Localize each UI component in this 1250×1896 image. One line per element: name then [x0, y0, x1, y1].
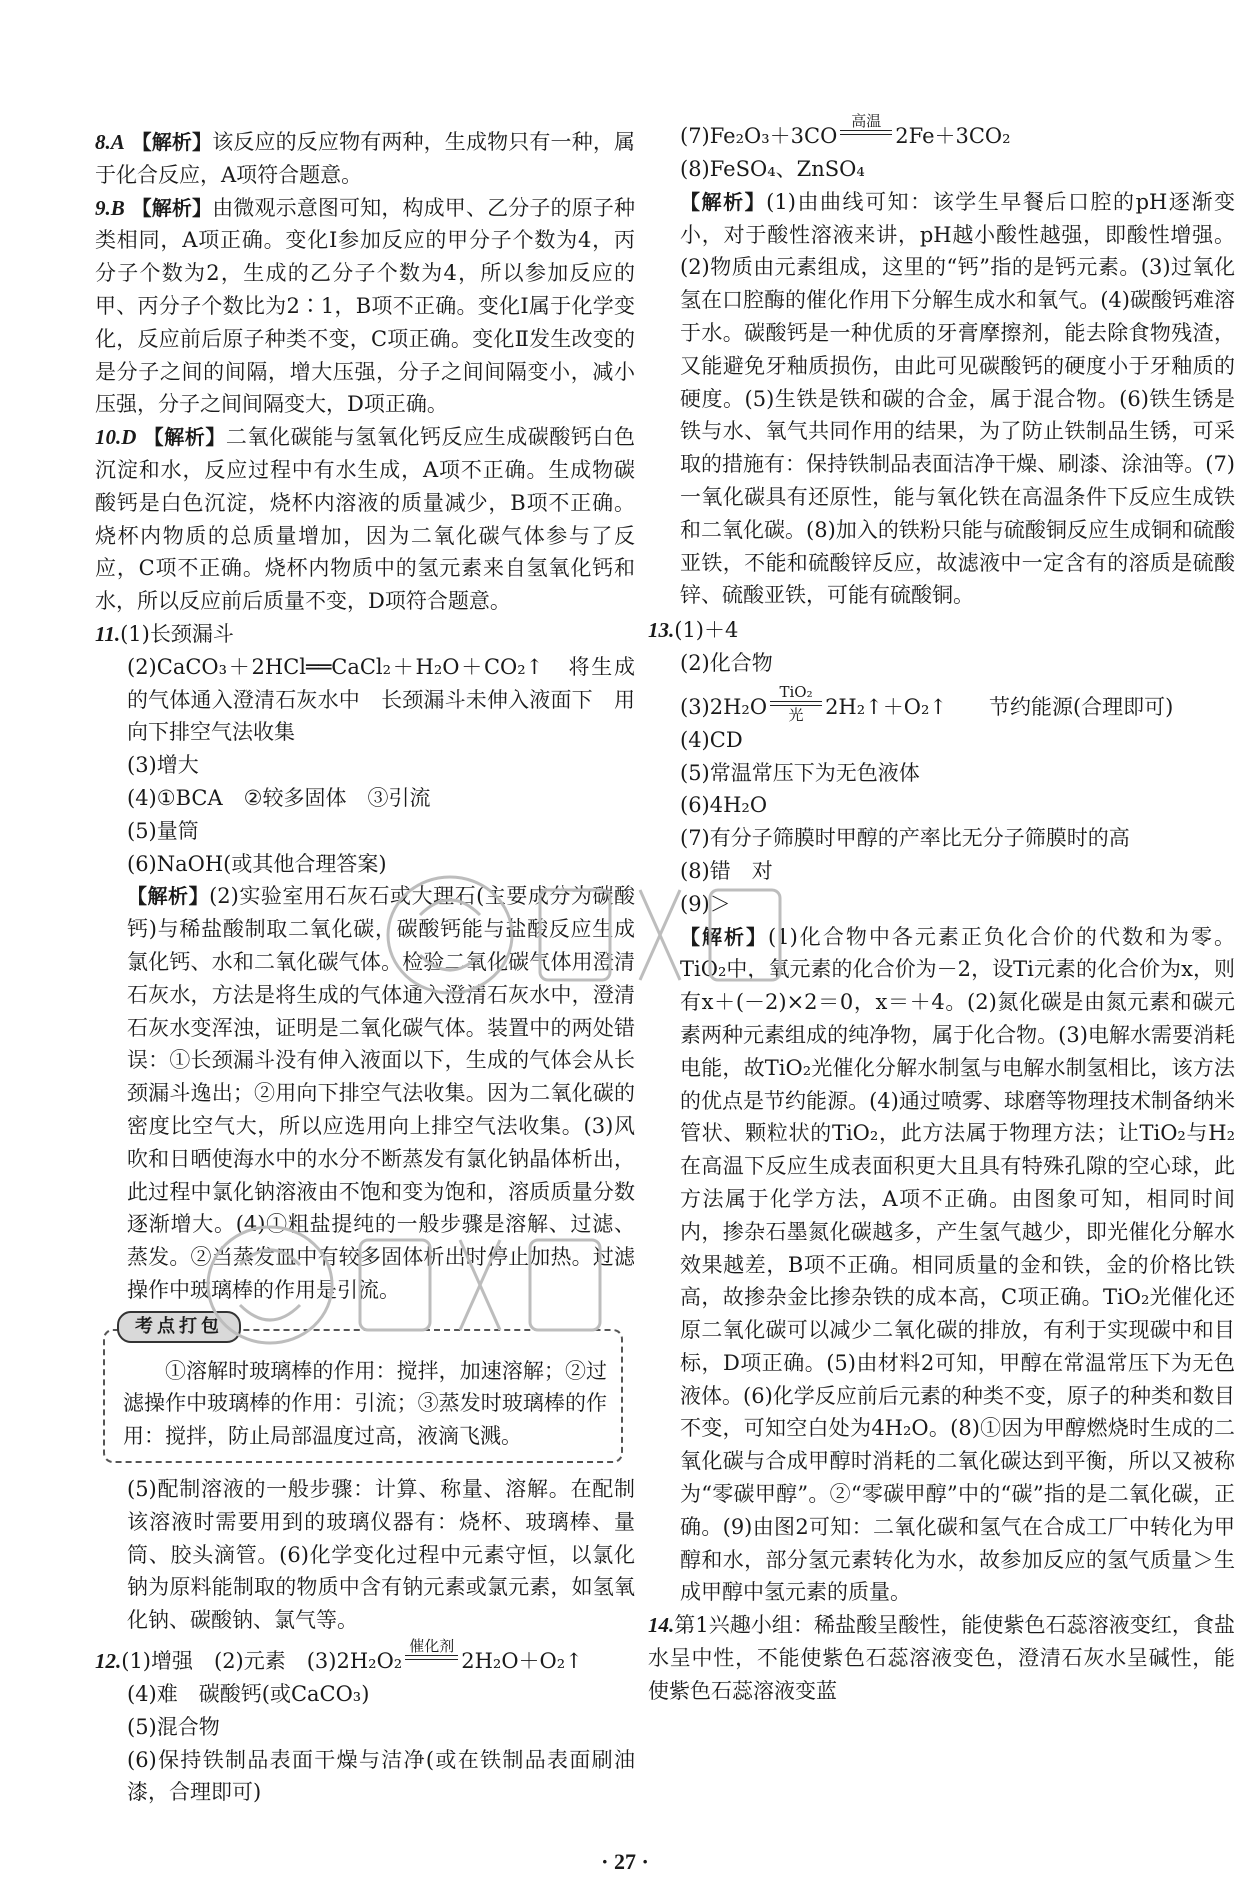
left-column	[95, 126, 635, 1809]
answer-11: 11.(1)长颈漏斗 (2)CaCO₃＋2HCl══CaCl₂＋H₂O＋CO₂↑ 将生成的气体通入澄清石灰水中 长颈漏斗未伸入液面下 用向下排空气法收集 (3)增大 (4)①BCA ②较多固体 ③引流 (5)量筒 (6)NaOH(或其他合理答案) 【解析】(2)实验室用石灰石或大理石(主要成分为碳酸钙)与稀盐酸制取二氧化碳，碳酸钙能与盐酸反应生成氯化钙、水和二氧化碳气体。检验二氧化碳气体用澄清石灰水，方法是将生成的气体通入澄清石灰水中，澄清石灰水变浑浊，证明是二氧化碳气体。装置中的两处错误：①长颈漏斗没有伸入液面以下，生成的气体会从长颈漏斗逸出；②用向下排空气法收集。因为二氧化碳的密度比空气大，所以应选用向上排空气法收集。(3)风吹和日晒使海水中的水分不断蒸发有氯化钠晶体析出，此过程中氯化钠溶液由不饱和变为饱和，溶质质量分数逐渐增大。(4)①粗盐提纯的一般步骤是溶解、过滤、蒸发。②当蒸发皿中有较多固体析出时停止加热。过滤操作中玻璃棒的作用是引流。 考点打包 ①溶解时玻璃棒的作用：搅拌，加速溶解；②过滤操作中玻璃棒的作用：引流；③蒸发时玻璃棒的作用：搅拌，防止局部温度过高，液滴飞溅。 (5)配制溶液的一般步骤：计算、称量、溶解。在配制该溶液时需要用到的玻璃仪器有：烧杯、玻璃棒、量筒、胶头滴管。(6)化学变化过程中元素守恒，以氯化钠为原料能制取的物质中含有钠元素或氯元素，如氢氧化钠、碳酸钠、氯气等。	[95, 618, 635, 1637]
key-points-title: 考点打包	[117, 1311, 241, 1343]
analysis-13: 【解析】(1)化合物中各元素正负化合价的代数和为零。TiO₂中，氧元素的化合价为－2，设Ti元素的化合价为x，则有x＋(－2)×2＝0，x＝＋4。(2)氮化碳是由氮元素和碳元素两种元素组成的纯净物，属于化合物。(3)电解水需要消耗电能，故TiO₂光催化分解水制氢与电解水制氢相比，该方法的优点是节约能源。(4)通过喷雾、球磨等物理技术制备纳米管状、颗粒状的TiO₂，此方法属于物理方法；让TiO₂与H₂在高温下反应生成表面积更大且具有特殊孔隙的空心球，此方法属于化学方法，A项不正确。由图象可知，相同时间内，掺杂石墨氮化碳越多，产生氢气越少，即光催化分解水效果越差，B项不正确。相同质量的金和铁，金的价格比铁高，故掺杂金比掺杂铁的成本高，C项正确。TiO₂光催化还原二氧化碳可以减少二氧化碳的排放，有利于实现碳中和目标，D项正确。(5)由材料2可知，甲醇在常温常压下为无色液体。(6)化学反应前后元素的种类不变，原子的种类和数目不变，可知空白处为4H₂O。(8)①因为甲醇燃烧时生成的二氧化碳与合成甲醇时消耗的二氧化碳达到平衡，所以又被称为“零碳甲醇”。②“零碳甲醇”中的“碳”指的是二氧化碳，正确。(9)由图2可知：二氧化碳和氢气在合成工厂中转化为甲醇和水，部分氢元素转化为水，故参加反应的氢气质量＞生成甲醇中氢元素的质量。	[680, 924, 1235, 1605]
answer-14: 14.第1兴趣小组：稀盐酸呈酸性，能使紫色石蕊溶液变红，食盐水呈中性，不能使紫色石蕊溶液变色，澄清石灰水呈碱性，能使紫色石蕊溶液变蓝	[648, 1613, 1235, 1703]
analysis-11: 【解析】(2)实验室用石灰石或大理石(主要成分为碳酸钙)与稀盐酸制取二氧化碳，碳酸钙能与盐酸反应生成氯化钙、水和二氧化碳气体。检验二氧化碳气体用澄清石灰水，方法是将生成的气体通入澄清石灰水中，澄清石灰水变浑浊，证明是二氧化碳气体。装置中的两处错误：①长颈漏斗没有伸入液面以下，生成的气体会从长颈漏斗逸出；②用向下排空气法收集。因为二氧化碳的密度比空气大，所以应选用向上排空气法收集。(3)风吹和日晒使海水中的水分不断蒸发有氯化钠晶体析出，此过程中氯化钠溶液由不饱和变为饱和，溶质质量分数逐渐增大。(4)①粗盐提纯的一般步骤是溶解、过滤、蒸发。②当蒸发皿中有较多固体析出时停止加热。过滤操作中玻璃棒的作用是引流。	[127, 884, 635, 1302]
reaction-condition: 高温	[840, 112, 892, 153]
answer-8: 8.A 【解析】该反应的反应物有两种，生成物只有一种，属于化合反应，A项符合题意。	[95, 130, 635, 187]
answer-10: 10.D 【解析】二氧化碳能与氢氧化钙反应生成碳酸钙白色沉淀和水，反应过程中有水生成，A项不正确。生成物碳酸钙是白色沉淀，烧杯内溶液的质量减少，B项不正确。烧杯内物质的总质量增加，因为二氧化碳气体参与了反应，C项不正确。烧杯内物质中的氢元素来自氢氧化钙和水，所以反应前后质量不变，D项符合题意。	[95, 425, 636, 614]
analysis-11-continued: (5)配制溶液的一般步骤：计算、称量、溶解。在配制该溶液时需要用到的玻璃仪器有：烧杯、玻璃棒、量筒、胶头滴管。(6)化学变化过程中元素守恒，以氯化钠为原料能制取的物质中含有钠元素或氯元素，如氢氧化钠、碳酸钠、氯气等。	[127, 1477, 635, 1633]
analysis-12: 【解析】(1)由曲线可知：该学生早餐后口腔的pH逐渐变小，对于酸性溶液来讲，pH越小酸性越强，即酸性增强。(2)物质由元素组成，这里的“钙”指的是钙元素。(3)过氧化氢在口腔酶的催化作用下分解生成水和氧气。(4)碳酸钙难溶于水。碳酸钙是一种优质的牙膏摩擦剂，能去除食物残渣，又能避免牙釉质损伤，由此可见碳酸钙的硬度小于牙釉质的硬度。(5)生铁是铁和碳的合金，属于混合物。(6)铁生锈是铁与水、氧气共同作用的结果，为了防止铁制品生锈，可采取的措施有：保持铁制品表面洁净干燥、刷漆、涂油等。(7)一氧化碳具有还原性，能与氧化铁在高温条件下反应生成铁和二氧化碳。(8)加入的铁粉只能与硫酸铜反应生成铜和硫酸亚铁，不能和硫酸锌反应，故滤液中一定含有的溶质是硫酸锌、硫酸亚铁，可能有硫酸铜。	[680, 189, 1235, 608]
key-points-text: ①溶解时玻璃棒的作用：搅拌，加速溶解；②过滤操作中玻璃棒的作用：引流；③蒸发时玻璃棒的作用：搅拌，防止局部温度过高，液滴飞溅。	[123, 1358, 607, 1449]
equation-caco3: (2)CaCO₃＋2HCl══CaCl₂＋H₂O＋CO₂↑	[127, 654, 544, 679]
answer-9: 9.B 【解析】由微观示意图可知，构成甲、乙分子的原子种类相同，A项正确。变化Ⅰ参加反应的甲分子个数为4，丙分子个数为2，生成的乙分子个数为4，所以参加反应的甲、丙分子个数比为2∶1，B项不正确。变化Ⅰ属于化学变化，反应前后原子种类不变，C项正确。变化Ⅱ发生改变的是分子之间的间隔，增大压强，分子之间间隔变小，减小压强，分子之间间隔变大，D项正确。	[95, 195, 635, 417]
key-points-box	[103, 1315, 623, 1463]
answer-12: 12. (1)增强 (2)元素 (3)2H₂O₂ 催化剂 2H₂O＋O₂↑ (4)难 碳酸钙(或CaCO₃) (5)混合物 (6)保持铁制品表面干燥与洁净(或在铁制品表面刷油漆，合理即可)	[95, 1637, 635, 1805]
reaction-condition: 催化剂	[405, 1637, 458, 1678]
page-number: · 27 ·	[601, 1849, 649, 1874]
right-column: (7)Fe₂O₃＋3CO 高温 2Fe＋3CO₂ (8)FeSO₄、ZnSO₄ 【解析】(1)由曲线可知：该学生早餐后口腔的pH逐渐变小，对于酸性溶液来讲，pH越小酸性越强，即酸性增强。(2)物质由元素组成，这里的“钙”指的是钙元素。(3)过氧化氢在口腔酶的催化作用下分解生成水和氧气。(4)碳酸钙难溶于水。碳酸钙是一种优质的牙膏摩擦剂，能去除食物残渣，又能避免牙釉质损伤，由此可见碳酸钙的硬度小于牙釉质的硬度。(5)生铁是铁和碳的合金，属于混合物。(6)铁生锈是铁与水、氧气共同作用的结果，为了防止铁制品生锈，可采取的措施有：保持铁制品表面洁净干燥、刷漆、涂油等。(7)一氧化碳具有还原性，能与氧化铁在高温条件下反应生成铁和二氧化碳。(8)加入的铁粉只能与硫酸铜反应生成铜和硫酸亚铁，不能和硫酸锌反应，故滤液中一定含有的溶质是硫酸锌、硫酸亚铁，可能有硫酸铜。 13.(1)＋4 (2)化合物 (3)2H₂O TiO₂ 光 2H₂↑＋O₂↑ 节约能源(合理即可) (4)CD (5)常温常压下为无色液体 (6)4H₂O (7)有分子筛膜时甲醇的产率比无分子筛膜时的高 (8)错 对 (9)＞ 【解析】(1)化合物中各元素正负化合价的代数和为零。TiO₂中，氧元素的化合价为－2，设Ti元素的化合价为x，则有x＋(－2)×2＝0，x＝＋4。(2)氮化碳是由氮元素和碳元素两种元素组成的纯净物，属于化合物。(3)电解水需要消耗电能，故TiO₂光催化分解水制氢与电解水制氢相比，该方法的优点是节约能源。(4)通过喷雾、球磨等物理技术制备纳米管状、颗粒状的TiO₂，此方法属于物理方法；让TiO₂与H₂在高温下反应生成表面积更大且具有特殊孔隙的空心球，此方法属于化学方法，A项不正确。由图象可知，相同时间内，掺杂石墨氮化碳越多，产生氢气越少，即光催化分解水效果越差，B项不正确。相同质量的金和铁，金的价格比铁高，故掺杂金比掺杂铁的成本高，C项正确。TiO₂光催化还原二氧化碳可以减少二氧化碳的排放，有利于实现碳中和目标，D项正确。(5)由材料2可知，甲醇在常温常压下为无色液体。(6)化学反应前后元素的种类不变，原子的种类和数目不变，可知空白处为4H₂O。(8)①因为甲醇燃烧时生成的二氧化碳与合成甲醇时消耗的二氧化碳达到平衡，所以又被称为“零碳甲醇”。②“零碳甲醇”中的“碳”指的是二氧化碳，正确。(9)由图2可知：二氧化碳和氢气在合成工厂中转化为甲醇和水，部分氢元素转化为水，故参加反应的氢气质量＞生成甲醇中氢元素的质量。 14.第1兴趣小组：稀盐酸呈酸性，能使紫色石蕊溶液变红，食盐水呈中性，不能使紫色石蕊溶液变色，澄清石灰水呈碱性，能使紫色石蕊溶液变蓝	[680, 112, 1235, 1708]
answer-13: 13.(1)＋4 (2)化合物 (3)2H₂O TiO₂ 光 2H₂↑＋O₂↑ 节约能源(合理即可) (4)CD (5)常温常压下为无色液体 (6)4H₂O (7)有分子筛膜时甲醇的产率比无分子筛膜时的高 (8)错 对 (9)＞ 【解析】(1)化合物中各元素正负化合价的代数和为零。TiO₂中，氧元素的化合价为－2，设Ti元素的化合价为x，则有x＋(－2)×2＝0，x＝＋4。(2)氮化碳是由氮元素和碳元素两种元素组成的纯净物，属于化合物。(3)电解水需要消耗电能，故TiO₂光催化分解水制氢与电解水制氢相比，该方法的优点是节约能源。(4)通过喷雾、球磨等物理技术制备纳米管状、颗粒状的TiO₂，此方法属于物理方法；让TiO₂与H₂在高温下反应生成表面积更大且具有特殊孔隙的空心球，此方法属于化学方法，A项不正确。由图象可知，相同时间内，掺杂石墨氮化碳越多，产生氢气越少，即光催化分解水效果越差，B项不正确。相同质量的金和铁，金的价格比铁高，故掺杂金比掺杂铁的成本高，C项正确。TiO₂光催化还原二氧化碳可以减少二氧化碳的排放，有利于实现碳中和目标，D项正确。(5)由材料2可知，甲醇在常温常压下为无色液体。(6)化学反应前后元素的种类不变，原子的种类和数目不变，可知空白处为4H₂O。(8)①因为甲醇燃烧时生成的二氧化碳与合成甲醇时消耗的二氧化碳达到平衡，所以又被称为“零碳甲醇”。②“零碳甲醇”中的“碳”指的是二氧化碳，正确。(9)由图2可知：二氧化碳和氢气在合成工厂中转化为甲醇和水，部分氢元素转化为水，故参加反应的氢气质量＞生成甲醇中氢元素的质量。	[680, 614, 1235, 1609]
reaction-condition: TiO₂ 光	[770, 683, 822, 724]
